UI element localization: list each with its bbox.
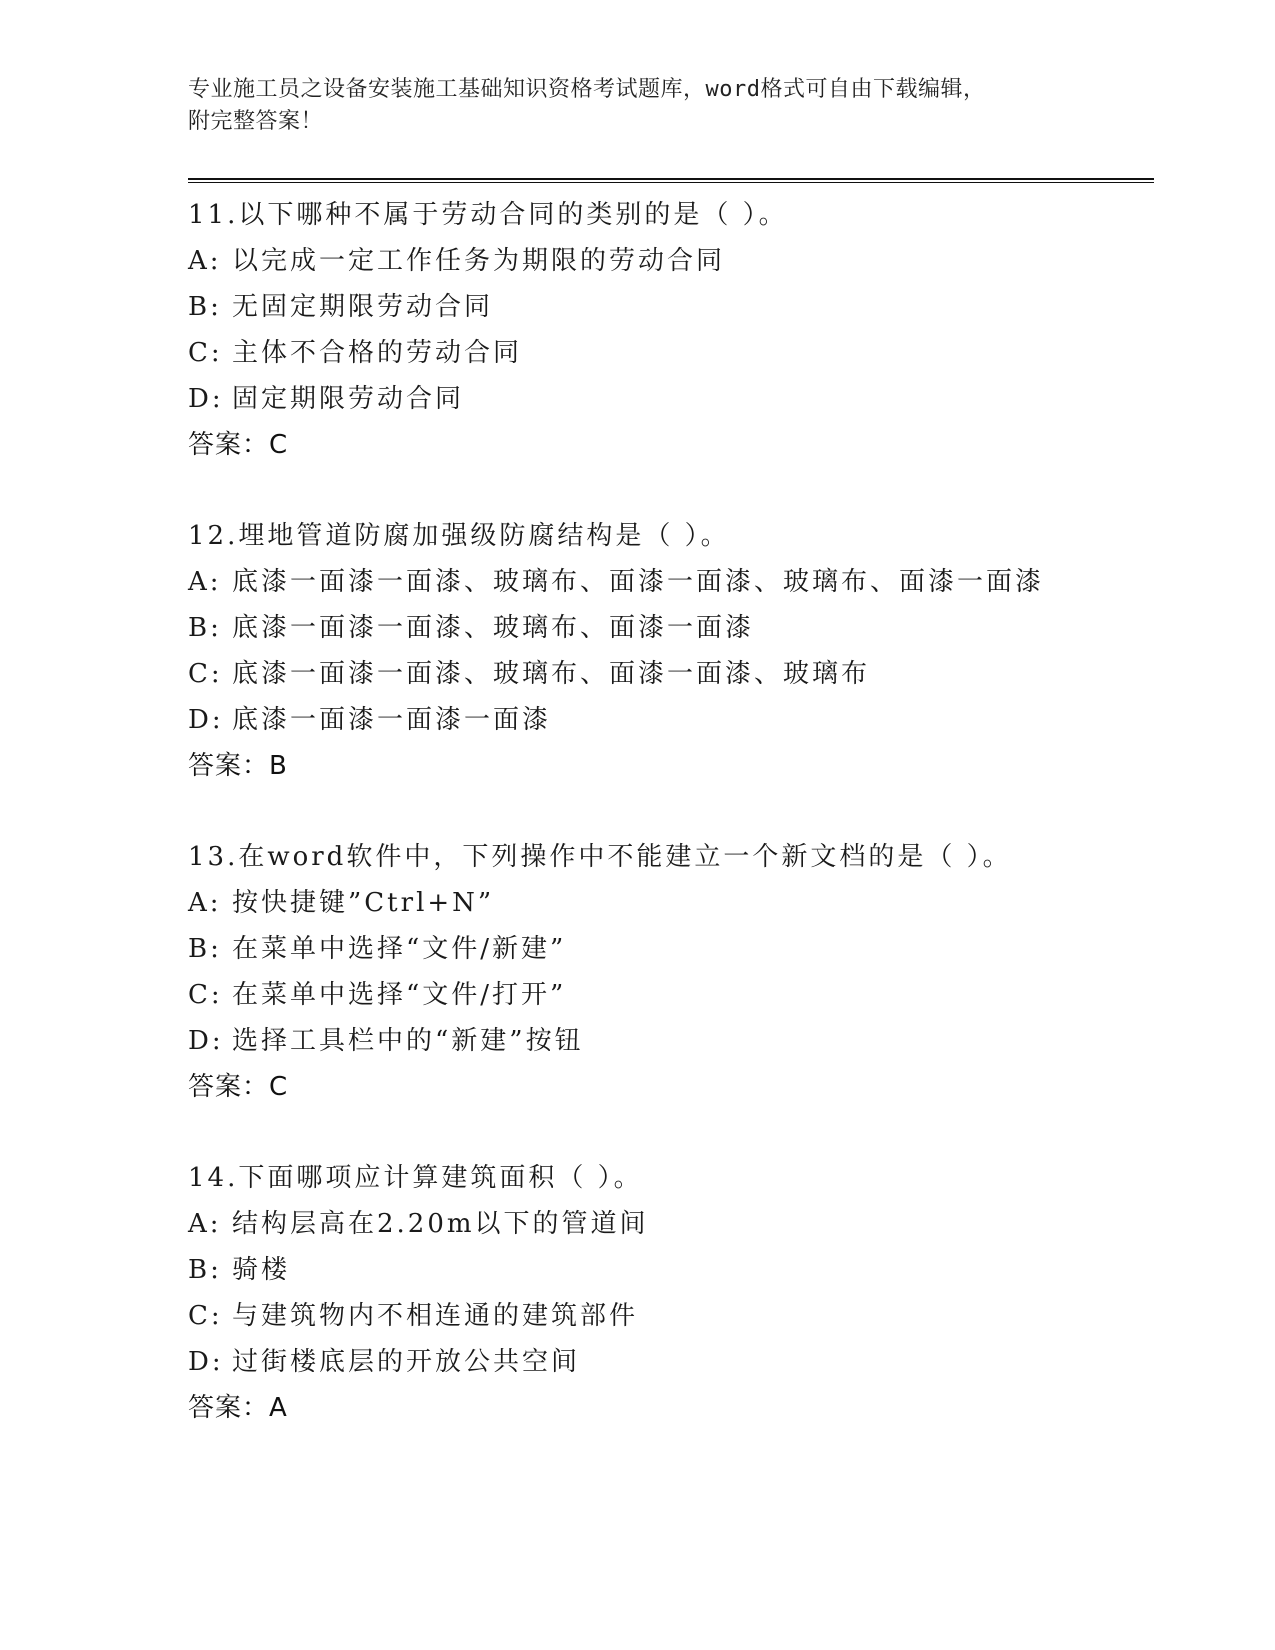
answer-label: 答案：C — [188, 1072, 289, 1102]
option-text: 无固定期限劳动合同 — [232, 292, 494, 322]
option-d — [188, 1339, 1148, 1385]
question-13 — [188, 834, 1148, 1110]
option-key: D: — [188, 1026, 224, 1056]
option-text: 选择工具栏中的“新建”按钮 — [232, 1026, 584, 1056]
option-key: B: — [188, 1255, 222, 1285]
option-key: B: — [188, 613, 222, 643]
question-stem: 14.下面哪项应计算建筑面积（ ）。 — [188, 1163, 643, 1193]
option-key: A: — [188, 1209, 222, 1239]
option-key: A: — [188, 246, 222, 276]
option-text: 底漆一面漆一面漆一面漆 — [232, 705, 552, 735]
option-c — [188, 330, 1148, 376]
answer-label: 答案：B — [188, 751, 288, 781]
option-text: 底漆一面漆一面漆、玻璃布、面漆一面漆 — [232, 613, 755, 643]
option-text: 在菜单中选择“文件/新建” — [232, 934, 567, 964]
option-text: 骑楼 — [232, 1255, 291, 1285]
option-d — [188, 1018, 1148, 1064]
question-stem: 13.在word软件中，下列操作中不能建立一个新文档的是（ ）。 — [188, 842, 1012, 872]
option-text: 主体不合格的劳动合同 — [232, 338, 523, 368]
option-d — [188, 376, 1148, 422]
option-a — [188, 1201, 1148, 1247]
option-c — [188, 651, 1148, 697]
option-key: C: — [188, 338, 223, 368]
answer-label: 答案：C — [188, 430, 289, 460]
option-a — [188, 880, 1148, 926]
option-key: D: — [188, 705, 224, 735]
option-b — [188, 926, 1148, 972]
option-text: 底漆一面漆一面漆、玻璃布、面漆一面漆、玻璃布 — [232, 659, 871, 689]
option-key: A: — [188, 567, 222, 597]
option-text: 底漆一面漆一面漆、玻璃布、面漆一面漆、玻璃布、面漆一面漆 — [232, 567, 1045, 597]
question-stem: 11.以下哪种不属于劳动合同的类别的是（ ）。 — [188, 200, 788, 230]
option-text: 以完成一定工作任务为期限的劳动合同 — [232, 246, 726, 276]
question-14 — [188, 1155, 1148, 1431]
option-key: C: — [188, 1301, 223, 1331]
document-header — [188, 74, 1088, 138]
option-key: D: — [188, 384, 224, 414]
option-c — [188, 1293, 1148, 1339]
option-key: B: — [188, 934, 222, 964]
option-text: 结构层高在2.20m以下的管道间 — [232, 1209, 649, 1239]
option-a — [188, 559, 1148, 605]
header-line-1: 专业施工员之设备安装施工基础知识资格考试题库，word格式可自由下载编辑， — [188, 77, 986, 102]
answer-label: 答案：A — [188, 1393, 288, 1423]
question-11 — [188, 192, 1148, 468]
option-key: C: — [188, 980, 223, 1010]
question-12 — [188, 513, 1148, 789]
option-key: B: — [188, 292, 222, 322]
option-b — [188, 1247, 1148, 1293]
option-text: 固定期限劳动合同 — [232, 384, 465, 414]
question-stem: 12.埋地管道防腐加强级防腐结构是（ ）。 — [188, 521, 730, 551]
option-a — [188, 238, 1148, 284]
option-text: 在菜单中选择“文件/打开” — [232, 980, 567, 1010]
option-b — [188, 605, 1148, 651]
option-key: D: — [188, 1347, 224, 1377]
option-d — [188, 697, 1148, 743]
option-text: 与建筑物内不相连通的建筑部件 — [232, 1301, 639, 1331]
option-b — [188, 284, 1148, 330]
option-key: C: — [188, 659, 223, 689]
option-text: 过街楼底层的开放公共空间 — [232, 1347, 581, 1377]
header-divider — [188, 178, 1154, 183]
option-text: 按快捷键”Ctrl+N” — [232, 888, 495, 918]
option-c — [188, 972, 1148, 1018]
header-line-2: 附完整答案！ — [188, 109, 324, 134]
option-key: A: — [188, 888, 222, 918]
question-list — [188, 192, 1148, 1476]
